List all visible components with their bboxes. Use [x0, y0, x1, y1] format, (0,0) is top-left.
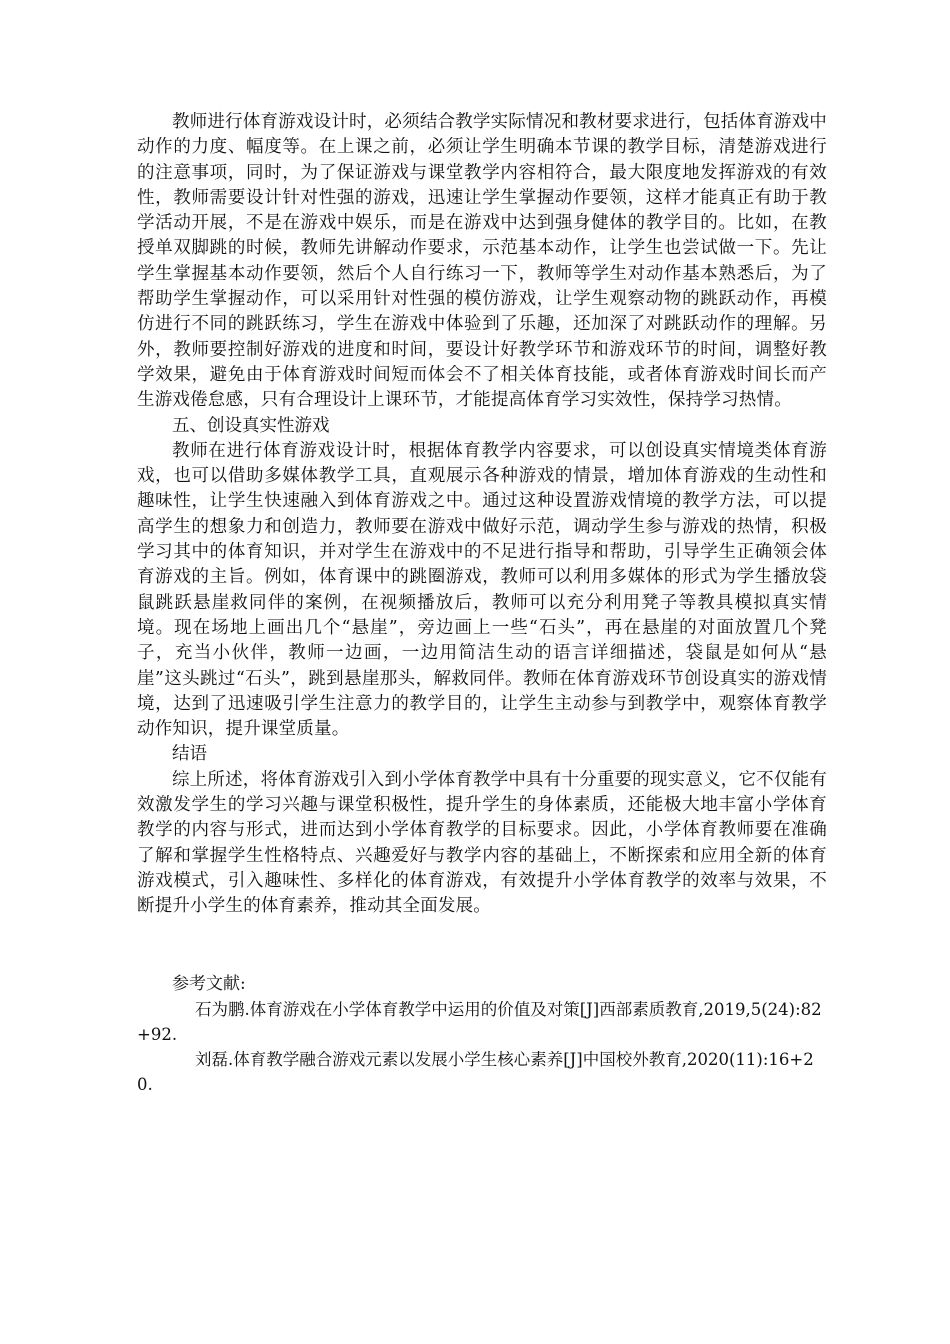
paragraph-conclusion: 综上所述，将体育游戏引入到小学体育教学中具有十分重要的现实意义，它不仅能有效激发学生的学习兴趣与课堂积极性，提升学生的身体素质，还能极大地丰富小学体育教学的内容与形式，进而达到小学体育教学的目标要求。因此，小学体育教师要在准确了解和掌握学生性格特点、兴趣爱好与教学内容的基础上，不断探索和应用全新的体育游戏模式，引入趣味性、多样化的体育游戏，有效提升小学体育教学的效率与效果，不断提升小学生的体育素养，推动其全面发展。 — [137, 769, 827, 917]
reference-item: 石为鹏.体育游戏在小学体育教学中运用的价值及对策[J]西部素质教育,2019,5(24):82+92. — [137, 999, 822, 1044]
document-page — [137, 110, 827, 1097]
references-section — [137, 972, 827, 1097]
section-heading-realistic-games: 五、创设真实性游戏 — [172, 415, 330, 436]
paragraph-realistic-games: 教师在进行体育游戏设计时，根据体育教学内容要求，可以创设真实情境类体育游戏，也可以借助多媒体教学工具，直观展示各种游戏的情景，增加体育游戏的生动性和趣味性，让学生快速融入到体育游戏之中。通过这种设置游戏情境的教学方法，可以提高学生的想象力和创造力，教师要在游戏中做好示范，调动学生参与游戏的热情，积极学习其中的体育知识，并对学生在游戏中的不足进行指导和帮助，引导学生正确领会体育游戏的主旨。例如，体育课中的跳圈游戏，教师可以利用多媒体的形式为学生播放袋鼠跳跃悬崖救同伴的案例，在视频播放后，教师可以充分利用凳子等教具模拟真实情境。现在场地上画出几个“悬崖”，旁边画上一些“石头”，再在悬崖的对面放置几个凳子，充当小伙伴，教师一边画，一边用简洁生动的语言详细描述，袋鼠是如何从“悬崖”这头跳过“石头”，跳到悬崖那头，解救同伴。教师在体育游戏环节创设真实的游戏情境，达到了迅速吸引学生注意力的教学目的，让学生主动参与到教学中，观察体育教学动作知识，提升课堂质量。 — [137, 440, 827, 740]
reference-item: 刘磊.体育教学融合游戏元素以发展小学生核心素养[J]中国校外教育,2020(11):16+20. — [137, 1049, 814, 1094]
references-title: 参考文献: — [172, 973, 246, 994]
paragraph-game-design: 教师进行体育游戏设计时，必须结合教学实际情况和教材要求进行，包括体育游戏中动作的力度、幅度等。在上课之前，必须让学生明确本节课的教学目标，清楚游戏进行的注意事项，同时，为了保证游戏与课堂教学内容相符合，最大限度地发挥游戏的有效性，教师需要设计针对性强的游戏，迅速让学生掌握动作要领，这样才能真正有助于教学活动开展，不是在游戏中娱乐，而是在游戏中达到强身健体的教学目的。比如，在教授单双脚跳的时候，教师先讲解动作要求，示范基本动作，让学生也尝试做一下。先让学生掌握基本动作要领，然后个人自行练习一下，教师等学生对动作基本熟悉后，为了帮助学生掌握动作，可以采用针对性强的模仿游戏，让学生观察动物的跳跃动作，再模仿进行不同的跳跃练习，学生在游戏中体验到了乐趣，还加深了对跳跃动作的理解。另外，教师要控制好游戏的进度和时间，要设计好教学环节和游戏环节的时间，调整好教学效果，避免由于体育游戏时间短而体会不了相关体育技能，或者体育游戏时间长而产生游戏倦怠感，只有合理设计上课环节，才能提高体育学习实效性，保持学习热情。 — [137, 112, 827, 411]
section-heading-conclusion: 结语 — [172, 744, 207, 765]
